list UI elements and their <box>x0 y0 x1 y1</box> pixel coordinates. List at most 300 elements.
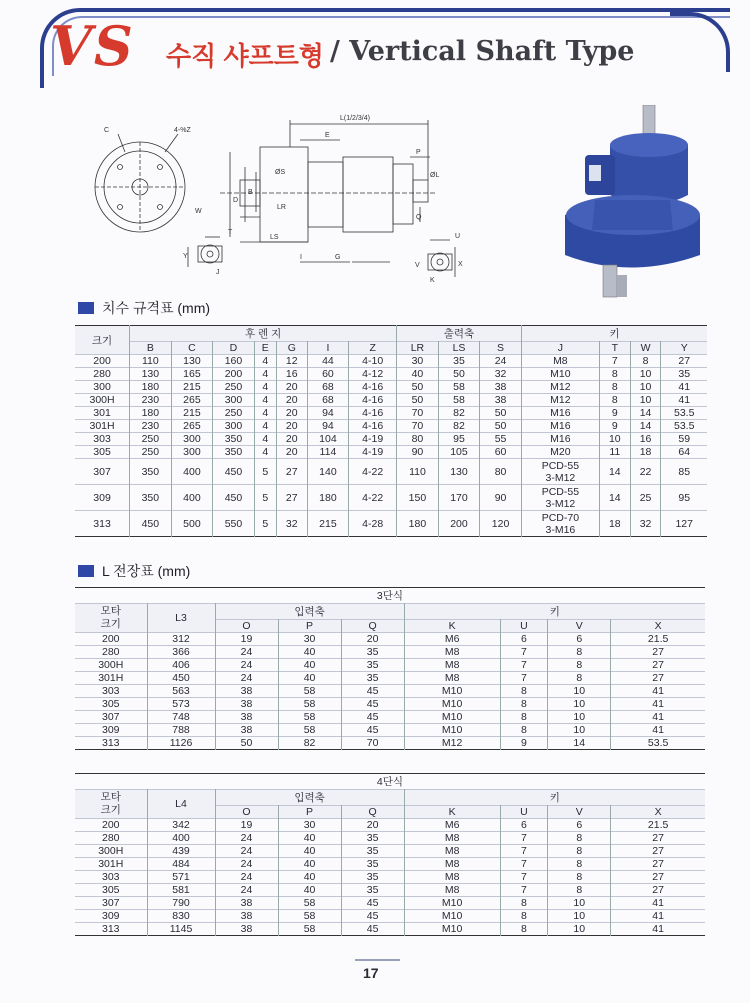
table-cell: PCD-55 3-M12 <box>521 459 599 485</box>
table-cell: 130 <box>438 459 480 485</box>
table-cell: 40 <box>278 858 341 871</box>
table-row <box>75 711 705 724</box>
table-cell: 4 <box>254 446 276 459</box>
table-cell: 301H <box>75 858 147 871</box>
table-row <box>75 394 707 407</box>
table-cell: 12 <box>276 355 307 368</box>
table-cell: 4 <box>254 368 276 381</box>
motor-size-header: 모타 크기 <box>75 790 147 819</box>
table-row <box>75 420 707 433</box>
dimensions-table <box>75 325 707 537</box>
table-cell: 366 <box>147 646 215 659</box>
column-header: U <box>500 806 548 819</box>
label-q: Q <box>416 214 422 221</box>
table-cell: 4 <box>254 407 276 420</box>
input-group-header: 입력축 <box>215 790 404 806</box>
table-cell: 38 <box>215 698 278 711</box>
table-cell: 130 <box>130 368 172 381</box>
key-group-header: 키 <box>549 792 560 804</box>
table-cell: 305 <box>75 698 147 711</box>
table-cell: M8 <box>521 355 599 368</box>
table-cell: 788 <box>147 724 215 737</box>
column-header: W <box>630 342 661 355</box>
table-cell: 9 <box>599 407 630 420</box>
table-cell: 20 <box>341 819 404 832</box>
table-row <box>75 910 705 923</box>
page-number: 17 <box>363 965 379 981</box>
table-cell: 41 <box>652 711 664 723</box>
table-cell: 9 <box>500 737 548 750</box>
table-cell: 14 <box>599 459 630 485</box>
table-cell: 215 <box>171 407 213 420</box>
table-cell: 4 <box>254 355 276 368</box>
table-cell: 25 <box>630 485 661 511</box>
table-cell: 38 <box>215 923 278 936</box>
table-cell: 27 <box>652 871 664 883</box>
table-cell: 280 <box>75 832 147 845</box>
table-cell: 90 <box>480 485 522 511</box>
table-cell: 200 <box>213 368 255 381</box>
size-header: 크기 <box>75 326 130 355</box>
table-cell: 303 <box>75 685 147 698</box>
table-cell: M10 <box>404 698 500 711</box>
table-cell: 38 <box>480 394 522 407</box>
table-cell: 790 <box>147 897 215 910</box>
table-cell: 4-22 <box>349 485 397 511</box>
table-cell: 94 <box>307 407 349 420</box>
table-cell: 38 <box>215 711 278 724</box>
table-cell: 120 <box>480 511 522 537</box>
table-cell: M8 <box>404 832 500 845</box>
label-d: D <box>233 197 239 204</box>
table-cell: 53.5 <box>647 737 669 749</box>
table-cell: M8 <box>404 672 500 685</box>
table-cell: 27 <box>652 659 664 671</box>
table-cell: 180 <box>397 511 439 537</box>
table-cell: 38 <box>215 724 278 737</box>
table-cell: 303 <box>75 433 130 446</box>
table-row <box>75 858 705 871</box>
table-cell: 58 <box>438 381 480 394</box>
table-cell: 24 <box>215 858 278 871</box>
table-cell: 32 <box>480 368 522 381</box>
table-cell: 342 <box>147 819 215 832</box>
table-cell: 20 <box>276 446 307 459</box>
table-cell: PCD-70 3-M16 <box>521 511 599 537</box>
four-stage-title: 4단식 <box>376 776 404 788</box>
table-cell: 250 <box>130 446 172 459</box>
table-cell: 130 <box>171 355 213 368</box>
table-cell: 4 <box>254 433 276 446</box>
table-cell: 45 <box>341 923 404 936</box>
label-v: V <box>415 262 420 269</box>
table-cell: 301H <box>75 420 130 433</box>
table-cell: 748 <box>147 711 215 724</box>
table-cell: 10 <box>599 433 630 446</box>
table-cell: 5 <box>254 485 276 511</box>
table-cell: 18 <box>599 511 630 537</box>
table-cell: 312 <box>147 633 215 646</box>
label-w: W <box>195 208 202 215</box>
table-cell: 24 <box>480 355 522 368</box>
table-cell: 4-16 <box>349 420 397 433</box>
column-header: O <box>215 806 278 819</box>
table-cell: 450 <box>213 485 255 511</box>
table-cell: 4-28 <box>349 511 397 537</box>
table-cell: 40 <box>397 368 439 381</box>
table-cell: M10 <box>404 910 500 923</box>
table-row <box>75 672 705 685</box>
table-cell: 305 <box>75 446 130 459</box>
table-cell: 18 <box>630 446 661 459</box>
page-header <box>30 8 730 90</box>
table-cell: 8 <box>500 897 548 910</box>
table-cell: 35 <box>341 871 404 884</box>
label-4z: 4-%Z <box>174 127 191 134</box>
table-cell: M12 <box>404 737 500 750</box>
table-cell: 230 <box>130 420 172 433</box>
page-number-rule <box>355 959 400 961</box>
column-header: J <box>521 342 599 355</box>
table-cell: 41 <box>652 923 664 935</box>
table-cell: 280 <box>75 368 130 381</box>
three-stage-title: 3단식 <box>376 590 404 602</box>
table-cell: 50 <box>397 394 439 407</box>
table-cell: 35 <box>341 646 404 659</box>
table-cell: 8 <box>599 394 630 407</box>
table-cell: 21.5 <box>647 633 669 645</box>
table-cell: 8 <box>548 672 611 685</box>
table-cell: 439 <box>147 845 215 858</box>
table-cell: 58 <box>278 724 341 737</box>
table-cell: 300 <box>75 381 130 394</box>
table-cell: 230 <box>130 394 172 407</box>
table-row <box>75 646 705 659</box>
table-cell: 300 <box>171 446 213 459</box>
table-cell: 95 <box>438 433 480 446</box>
table-cell: 10 <box>548 923 611 936</box>
table-cell: 8 <box>548 884 611 897</box>
table-row <box>75 511 707 537</box>
four-stage-table <box>75 773 705 936</box>
table-cell: M16 <box>521 420 599 433</box>
table-cell: 41 <box>652 910 664 922</box>
table-cell: 22 <box>630 459 661 485</box>
table-cell: 94 <box>307 420 349 433</box>
table-cell: 20 <box>341 633 404 646</box>
table-cell: M8 <box>404 871 500 884</box>
table-cell: 58 <box>278 711 341 724</box>
label-x: X <box>458 261 463 268</box>
page-title-korean: 수직 샤프트형 <box>166 41 324 71</box>
table-cell: 24 <box>215 659 278 672</box>
table-cell: 313 <box>75 737 147 750</box>
table-cell: 35 <box>341 884 404 897</box>
section-marker <box>78 302 94 314</box>
table-cell: 27 <box>652 884 664 896</box>
column-header: S <box>480 342 522 355</box>
table-cell: 4-22 <box>349 459 397 485</box>
table-cell: M8 <box>404 845 500 858</box>
table-cell: 200 <box>75 819 147 832</box>
table-cell: 40 <box>278 884 341 897</box>
table-row <box>75 724 705 737</box>
table-cell: 45 <box>341 724 404 737</box>
table-cell: M8 <box>404 659 500 672</box>
table-cell: 21.5 <box>647 819 669 831</box>
table-cell: 303 <box>75 871 147 884</box>
table-cell: 58 <box>278 685 341 698</box>
table-cell: 41 <box>652 685 664 697</box>
label-lr: LR <box>277 204 286 211</box>
table-cell: 59 <box>678 433 691 445</box>
table-cell: 30 <box>278 819 341 832</box>
table-cell: 830 <box>147 910 215 923</box>
table-cell: 32 <box>630 511 661 537</box>
table-cell: 8 <box>599 381 630 394</box>
table-cell: 4-19 <box>349 433 397 446</box>
table-cell: 24 <box>215 871 278 884</box>
output-group-header: 출력축 <box>397 326 522 342</box>
table-cell: 400 <box>171 459 213 485</box>
table-cell: 40 <box>278 659 341 672</box>
table-cell: 45 <box>341 910 404 923</box>
table-cell: 44 <box>307 355 349 368</box>
key-group-header: 키 <box>609 328 620 340</box>
table-cell: 313 <box>75 511 130 537</box>
table-cell: 24 <box>215 845 278 858</box>
label-l: L(1/2/3/4) <box>340 115 370 122</box>
column-header: T <box>599 342 630 355</box>
table-cell: 4-12 <box>349 368 397 381</box>
table-cell: 150 <box>397 485 439 511</box>
table-cell: 58 <box>278 698 341 711</box>
table-cell: 50 <box>438 368 480 381</box>
table-cell: M10 <box>404 897 500 910</box>
table-cell: 50 <box>480 420 522 433</box>
table-cell: 7 <box>500 646 548 659</box>
table-cell: 35 <box>341 832 404 845</box>
table-cell: 60 <box>307 368 349 381</box>
table-cell: 45 <box>341 698 404 711</box>
label-j: J <box>216 269 220 276</box>
table-cell: 19 <box>215 819 278 832</box>
table-row <box>75 923 705 936</box>
table-cell: 571 <box>147 871 215 884</box>
table-cell: 250 <box>213 381 255 394</box>
table-cell: 7 <box>500 672 548 685</box>
table-row <box>75 459 707 485</box>
table-row <box>75 698 705 711</box>
table-row <box>75 485 707 511</box>
table-row <box>75 368 707 381</box>
table-cell: 41 <box>678 381 691 393</box>
table-cell: 563 <box>147 685 215 698</box>
table-cell: 27 <box>276 459 307 485</box>
gearbox-photo <box>555 105 705 300</box>
column-header: P <box>278 620 341 633</box>
table-cell: 30 <box>397 355 439 368</box>
table-cell: 27 <box>652 832 664 844</box>
label-t: T <box>228 229 233 236</box>
label-y: Y <box>183 253 188 260</box>
table-cell: 450 <box>213 459 255 485</box>
motor-size-header: 모타 크기 <box>75 604 147 633</box>
table-cell: 8 <box>548 845 611 858</box>
table-cell: 573 <box>147 698 215 711</box>
column-header: O <box>215 620 278 633</box>
table-cell: 110 <box>130 355 172 368</box>
table-cell: 10 <box>548 711 611 724</box>
column-header: Q <box>341 620 404 633</box>
table-cell: 4-19 <box>349 446 397 459</box>
column-header: Z <box>349 342 397 355</box>
table-cell: M10 <box>404 711 500 724</box>
dimensions-title-text: 치수 규격표 (mm) <box>102 300 211 316</box>
table-cell: 165 <box>171 368 213 381</box>
table-cell: 140 <box>307 459 349 485</box>
table-cell: 41 <box>678 394 691 406</box>
table-cell: 300H <box>75 659 147 672</box>
length-section-title <box>78 561 190 581</box>
table-cell: M10 <box>404 923 500 936</box>
table-cell: M10 <box>404 724 500 737</box>
label-k: K <box>430 277 435 284</box>
table-cell: 14 <box>630 420 661 433</box>
table-cell: 250 <box>213 407 255 420</box>
column-header: K <box>404 806 500 819</box>
table-cell: 41 <box>652 897 664 909</box>
column-header: Q <box>341 806 404 819</box>
table-cell: 60 <box>480 446 522 459</box>
table-cell: 50 <box>215 737 278 750</box>
table-cell: 35 <box>678 368 691 380</box>
label-g: G <box>335 254 341 261</box>
table-row <box>75 897 705 910</box>
table-cell: 450 <box>130 511 172 537</box>
table-cell: 35 <box>341 845 404 858</box>
table-cell: 14 <box>630 407 661 420</box>
flange-group-header: 후 렌 지 <box>130 326 397 342</box>
table-cell: 309 <box>75 724 147 737</box>
table-cell: 16 <box>630 433 661 446</box>
table-cell: 5 <box>254 511 276 537</box>
table-cell: 350 <box>213 446 255 459</box>
input-group-header: 입력축 <box>215 604 404 620</box>
column-header: X <box>654 806 662 818</box>
table-cell: 53.5 <box>674 407 695 419</box>
table-cell: 180 <box>130 407 172 420</box>
table-cell: 80 <box>480 459 522 485</box>
table-cell: 7 <box>500 884 548 897</box>
table-cell: 400 <box>147 832 215 845</box>
table-cell: 6 <box>548 633 611 646</box>
table-cell: 6 <box>548 819 611 832</box>
table-cell: 27 <box>652 672 664 684</box>
table-cell: 550 <box>213 511 255 537</box>
table-cell: 35 <box>438 355 480 368</box>
table-cell: 70 <box>341 737 404 750</box>
column-header: LR <box>397 342 439 355</box>
column-header: I <box>307 342 349 355</box>
column-header: Y <box>680 342 688 354</box>
table-row <box>75 407 707 420</box>
table-cell: 300 <box>213 420 255 433</box>
table-cell: 58 <box>278 923 341 936</box>
table-cell: 200 <box>438 511 480 537</box>
table-row <box>75 884 705 897</box>
table-cell: 350 <box>130 459 172 485</box>
table-row <box>75 381 707 394</box>
table-cell: 8 <box>500 923 548 936</box>
table-cell: 265 <box>171 420 213 433</box>
table-cell: 50 <box>480 407 522 420</box>
table-cell: 16 <box>276 368 307 381</box>
table-cell: 68 <box>307 381 349 394</box>
label-ol: ØL <box>430 172 440 179</box>
three-stage-table <box>75 587 705 750</box>
table-cell: 27 <box>652 845 664 857</box>
dimensions-column-headers <box>75 342 707 355</box>
table-cell: 300H <box>75 394 130 407</box>
table-cell: 180 <box>307 485 349 511</box>
table-cell: 10 <box>630 368 661 381</box>
table-cell: 7 <box>500 845 548 858</box>
table-row <box>75 737 705 750</box>
table-cell: 215 <box>307 511 349 537</box>
table-cell: 215 <box>171 381 213 394</box>
column-header: E <box>254 342 276 355</box>
column-header: V <box>548 620 611 633</box>
table-cell: 300 <box>171 433 213 446</box>
table-cell: 40 <box>278 845 341 858</box>
table-cell: 450 <box>147 672 215 685</box>
table-cell: 400 <box>171 485 213 511</box>
table-cell: 5 <box>254 459 276 485</box>
table-cell: 68 <box>307 394 349 407</box>
table-cell: 82 <box>278 737 341 750</box>
table-row <box>75 659 705 672</box>
table-cell: M6 <box>404 633 500 646</box>
table-cell: 1126 <box>147 737 215 750</box>
table-cell: 8 <box>500 698 548 711</box>
table-cell: 20 <box>276 394 307 407</box>
table-cell: 484 <box>147 858 215 871</box>
table-cell: 30 <box>278 633 341 646</box>
table-cell: 45 <box>341 685 404 698</box>
table-cell: 45 <box>341 711 404 724</box>
dimensions-section-title <box>78 298 210 318</box>
table-cell: 45 <box>341 897 404 910</box>
table-cell: 40 <box>278 646 341 659</box>
table-cell: 40 <box>278 871 341 884</box>
table-cell: 35 <box>341 672 404 685</box>
table-cell: M8 <box>404 858 500 871</box>
table-cell: 9 <box>599 420 630 433</box>
table-cell: 300 <box>213 394 255 407</box>
column-header: D <box>213 342 255 355</box>
table-cell: 170 <box>438 485 480 511</box>
table-cell: 7 <box>500 858 548 871</box>
table-cell: 27 <box>652 858 664 870</box>
table-cell: 160 <box>213 355 255 368</box>
table-cell: 406 <box>147 659 215 672</box>
table-cell: 20 <box>276 420 307 433</box>
table-cell: 70 <box>397 407 439 420</box>
table-cell: 4-16 <box>349 407 397 420</box>
table-cell: 307 <box>75 897 147 910</box>
table-cell: 41 <box>652 724 664 736</box>
